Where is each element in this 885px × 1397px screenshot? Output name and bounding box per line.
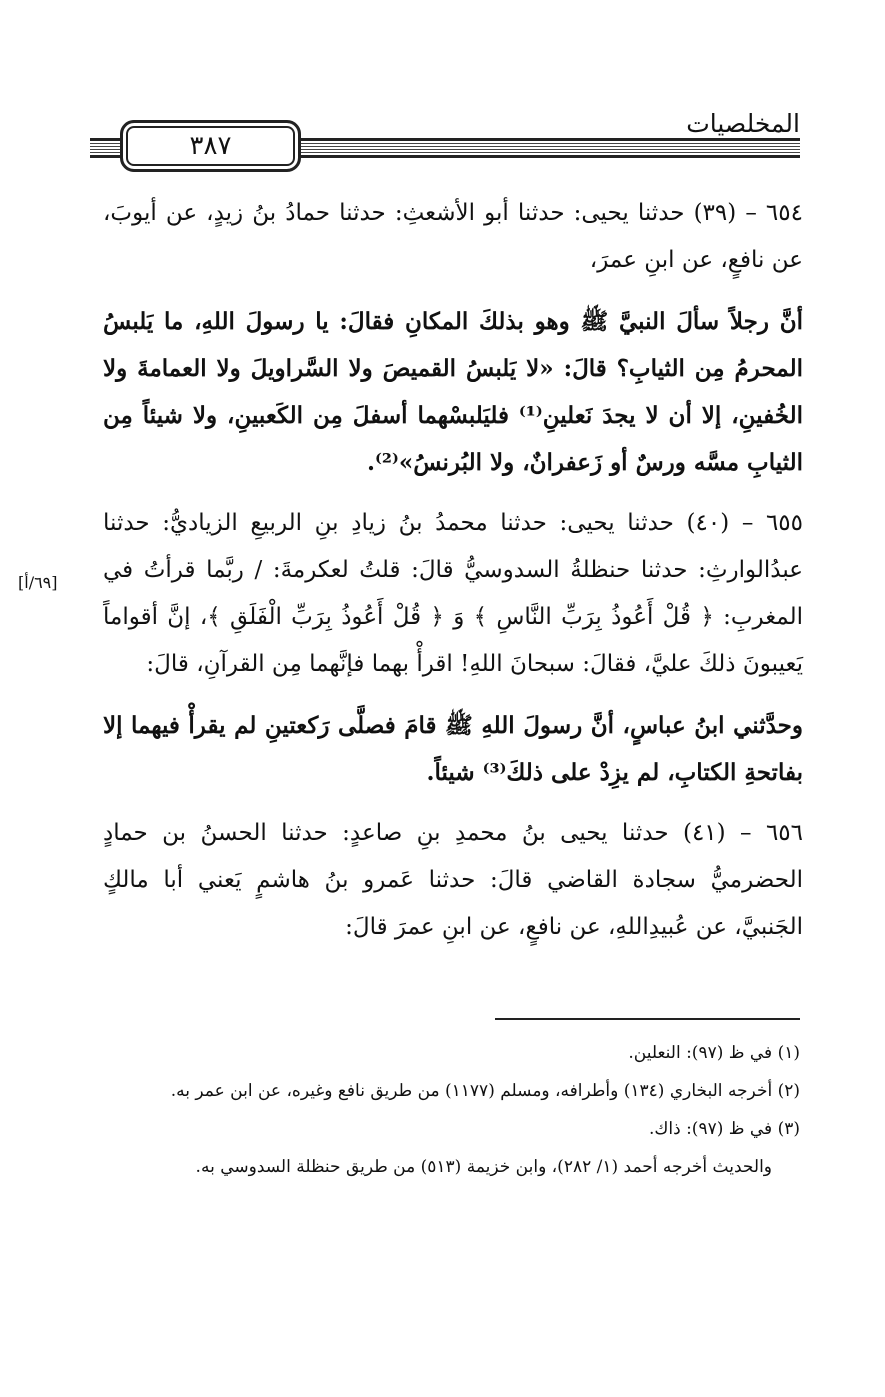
footnote-3-continuation: والحديث أخرجه أحمد (١/ ٢٨٢)، وابن خزيمة (٥١٣) من طريق حنظلة السدوسي به. xyxy=(195,1157,772,1177)
page-header xyxy=(90,108,800,164)
hadith-655-matn: وحدَّثني ابنُ عباسٍ، أنَّ رسولَ اللهِ ﷺ قامَ فصلَّى رَكعتينِ لم يقرأْ فيهما إلا بفاتحةِ الكتابِ، لم يزِدْ على ذلكَ⁽³⁾ شيئاً. xyxy=(103,712,803,786)
hadith-655: ٦٥٥ – (٤٠) حدثنا يحيى: حدثنا محمدُ بنُ زيادِ بنِ الربيعِ الزياديُّ: حدثنا عبدُالوارثِ: حدثنا حنظلةُ السدوسيُّ قالَ: قلتُ لعكرمةَ: / ربَّما قرأتُ في المغربِ: ﴿ قُلْ أَعُوذُ بِرَبِّ النَّاسِ ﴾ وَ ﴿ قُلْ أَعُوذُ بِرَبِّ الْفَلَقِ ﴾، إنَّ أقواماً يَعيبونَ ذلكَ عليَّ، فقالَ: سبحانَ اللهِ! اقرأْ بهما فإنَّهما مِن القرآنِ، قالَ: xyxy=(103,510,803,677)
hadith-654: ٦٥٤ – (٣٩) حدثنا يحيى: حدثنا أبو الأشعثِ: حدثنا حمادُ بنُ زيدٍ، عن أيوبَ، عن نافعٍ، عن ابنِ عمرَ، xyxy=(103,200,803,273)
main-text xyxy=(103,190,803,965)
footnotes xyxy=(85,1035,800,1187)
hadith-656: ٦٥٦ – (٤١) حدثنا يحيى بنُ محمدِ بنِ صاعدٍ: حدثنا الحسنُ بن حمادٍ الحضرميُّ سجادة القاضي قالَ: حدثنا عَمرو بنُ هاشمٍ يَعني أبا مالكٍ الجَنبيَّ، عن عُبيدِاللهِ، عن نافعٍ، عن ابنِ عمرَ قالَ: xyxy=(103,820,803,940)
book-title: المخلصيات xyxy=(686,109,800,138)
footnote-separator xyxy=(495,1018,800,1020)
footnote-1: (١) في ظ (٩٧): النعلين. xyxy=(628,1043,800,1063)
manuscript-folio-note: [٦٩/أ] xyxy=(18,573,58,592)
footnote-2: (٢) أخرجه البخاري (١٣٤) وأطرافه، ومسلم (١١٧٧) من طريق نافع وغيره، عن ابن عمر به. xyxy=(170,1081,800,1101)
footnote-3: (٣) في ظ (٩٧): ذاك. xyxy=(648,1119,800,1139)
page-number: ٣٨٧ xyxy=(120,120,301,172)
hadith-654-matn: أنَّ رجلاً سألَ النبيَّ ﷺ وهو بذلكَ المكانِ فقالَ: يا رسولَ اللهِ، ما يَلبسُ المحرمُ مِن الثيابِ؟ قالَ: «لا يَلبسُ القميصَ ولا السَّراويلَ ولا العمامةَ ولا الخُفينِ، إلا أن لا يجدَ نَعلينِ⁽¹⁾ فليَلبسْهما أسفلَ مِن الكَعبينِ، ولا شيئاً مِن الثيابِ مسَّه ورسٌ أو زَعفرانٌ، ولا البُرنسُ»⁽²⁾. xyxy=(103,308,803,476)
